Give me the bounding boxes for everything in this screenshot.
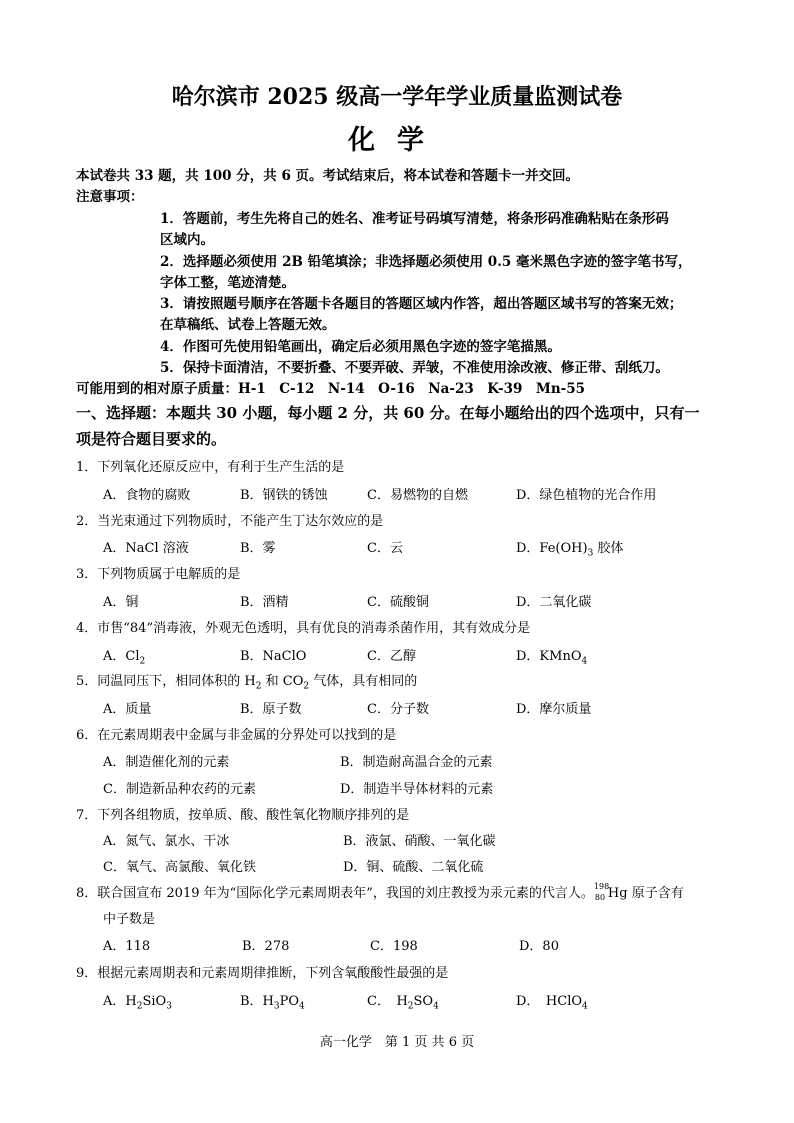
question-stem: 2．当光束通过下列物质时，不能产生丁达尔效应的是: [76, 514, 384, 529]
option-c: C．硫酸铜: [367, 595, 429, 610]
nuclide-notation: 198 80: [593, 881, 610, 902]
atomic-masses: 可能用到的相对原子质量：H-1 C-12 N-14 O-16 Na-23 K-39 Mn-55: [76, 381, 586, 397]
page-footer: 高一化学 第 1 页 共 6 页: [319, 1035, 475, 1050]
option-c: C． $H_2SO_4$: [367, 994, 439, 1012]
option-b: B．NaClO: [240, 649, 307, 664]
option-d: D．80: [519, 939, 559, 954]
notice-item: 1．答题前，考生先将自己的姓名、准考证号码填写清楚，将条形码准确粘贴在条形码: [160, 211, 669, 227]
question-stem: 9．根据元素周期表和元素周期律推断，下列含氧酸酸性最强的是: [76, 966, 449, 981]
notice-item: 字体工整，笔迹清楚。: [160, 275, 295, 291]
notice-item: 4．作图可先使用铅笔画出，确定后必须用黑色字迹的签字笔描黑。: [160, 339, 561, 355]
option-c: C．198: [370, 939, 418, 954]
option-d: D．KMnO$_4$: [516, 649, 588, 667]
question-stem: 7．下列各组物质，按单质、酸、酸性氧化物顺序排列的是: [76, 808, 410, 823]
option-d: D．绿色植物的光合作用: [516, 488, 657, 503]
question-stem-continuation: 中子数是: [103, 912, 156, 927]
option-b: B．制造耐高温合金的元素: [340, 755, 493, 770]
notice-item: 在草稿纸、试卷上答题无效。: [160, 317, 336, 333]
option-b: B．$H_3PO_4$: [240, 994, 305, 1012]
option-c: C．云: [367, 541, 403, 556]
option-c: C．分子数: [367, 702, 429, 717]
option-d: D．铜、硫酸、二氧化硫: [343, 860, 484, 875]
option-d: D． HClO$_4$: [516, 994, 588, 1012]
question-stem: 8．联合国宣布 2019 年为“国际化学元素周期表年”，我国的刘庄教授为汞元素的代言人。 198 80 Hg 原子含有: [76, 881, 684, 902]
option-b: B．原子数: [240, 702, 302, 717]
option-d: D．制造半导体材料的元素: [340, 782, 494, 797]
notice-item: 区域内。: [160, 232, 214, 248]
section-heading: 一、选择题：本题共 30 小题，每小题 2 分，共 60 分。在每小题给出的四个选项中，只有一: [76, 404, 700, 422]
option-b: B．钢铁的锈蚀: [240, 488, 328, 503]
option-b: B．278: [242, 939, 290, 954]
exam-intro: 本试卷共 33 题，共 100 分，共 6 页。考试结束后，将本试卷和答题卡一并交回。: [76, 168, 580, 184]
question-stem: 5．同温同压下，相同体积的 $H_2$ 和 $CO_2$ 气体，具有相同的: [76, 674, 418, 692]
option-c: C．制造新品种农药的元素: [103, 782, 256, 797]
question-stem: 1．下列氧化还原反应中，有利于生产生活的是: [76, 460, 345, 475]
option-d: D．二氧化碳: [516, 595, 592, 610]
exam-title: 哈尔滨市 2025 级高一学年学业质量监测试卷: [171, 84, 623, 110]
option-d: D．$Fe(OH)_3$ 胶体: [516, 541, 624, 559]
subject-title: 化学: [348, 125, 446, 156]
notice-item: 2．选择题必须使用 2B 铅笔填涂；非选择题必须使用 0.5 毫米黑色字迹的签字笔书写，: [160, 254, 692, 270]
option-a: A．NaCl 溶液: [103, 541, 189, 556]
option-c: C．乙醇: [367, 649, 416, 664]
option-b: B．液氯、硝酸、一氧化碳: [343, 834, 496, 849]
question-stem: 6．在元素周期表中金属与非金属的分界处可以找到的是: [76, 728, 397, 743]
notice-item: 5．保持卡面清洁，不要折叠、不要弄破、弄皱，不准使用涂改液、修正带、刮纸刀。: [160, 360, 669, 376]
option-b: B．雾: [240, 541, 276, 556]
option-d: D．摩尔质量: [516, 702, 592, 717]
option-a: A．质量: [103, 702, 152, 717]
option-a: A．$Cl_2$: [103, 649, 146, 667]
option-a: A．食物的腐败: [103, 488, 191, 503]
option-a: A．氮气、氯水、干冰: [103, 834, 230, 849]
option-c: C．易燃物的自燃: [367, 488, 468, 503]
option-a: A．118: [103, 939, 151, 954]
section-heading: 项是符合题目要求的。: [76, 430, 227, 448]
notice-heading: 注意事项：: [76, 189, 144, 205]
option-c: C．氧气、高氯酸、氧化铁: [103, 860, 256, 875]
option-b: B．酒精: [240, 595, 289, 610]
option-a: A．制造催化剂的元素: [103, 755, 230, 770]
option-a: A．$H_2SiO_3$: [103, 994, 172, 1012]
notice-item: 3．请按照题号顺序在答题卡各题目的答题区域内作答，超出答题区域书写的答案无效；: [160, 296, 683, 312]
question-stem: 3．下列物质属于电解质的是: [76, 567, 241, 582]
option-a: A．铜: [103, 595, 139, 610]
question-stem: 4．市售“84”消毒液，外观无色透明，具有优良的消毒杀菌作用，其有效成分是: [76, 621, 531, 636]
